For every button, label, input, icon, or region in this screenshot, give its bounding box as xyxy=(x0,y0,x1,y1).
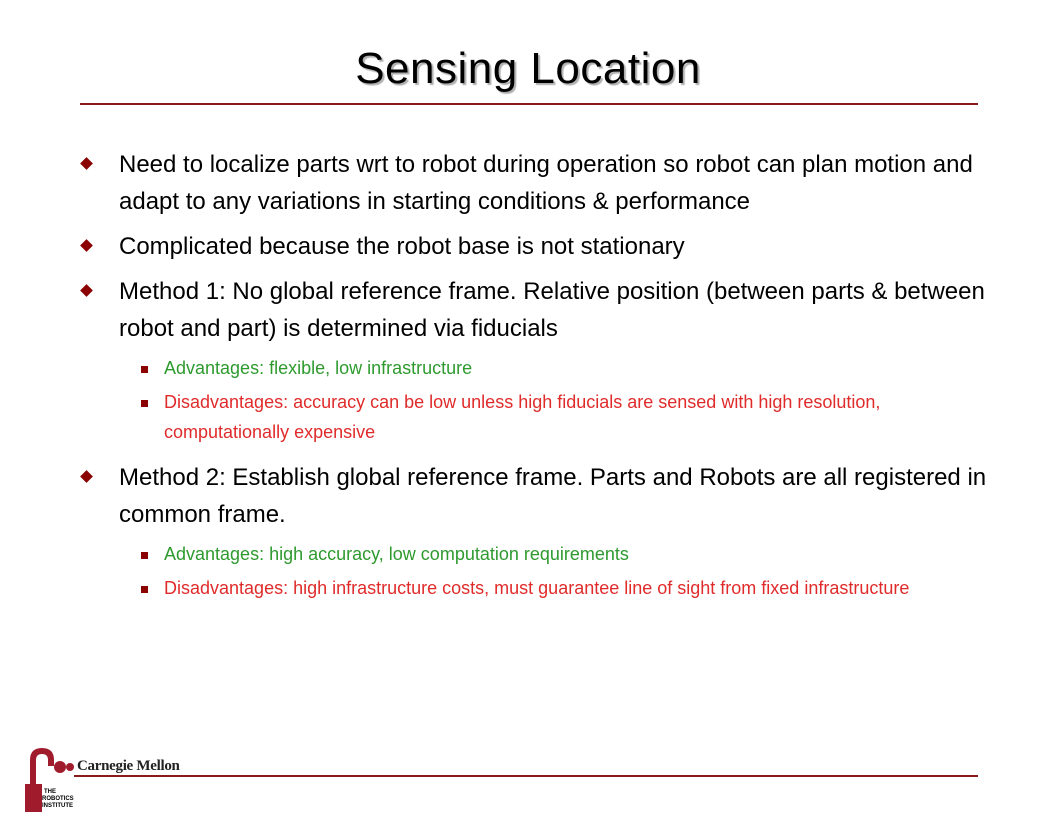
sub-bullet-text: Disadvantages: accuracy can be low unless high fiducials are sensed with high resolution, computationally expensive xyxy=(164,392,881,442)
bullet-text: Need to localize parts wrt to robot during operation so robot can plan motion and adapt to any variations in starting conditions & performance xyxy=(119,151,973,215)
diamond-bullet-icon xyxy=(80,157,93,170)
sub-bullet-list xyxy=(78,353,998,447)
bullet-item xyxy=(78,273,998,347)
title-divider xyxy=(80,103,978,105)
bullet-item xyxy=(78,228,998,265)
square-bullet-icon xyxy=(141,586,148,593)
sub-bullet-text: Disadvantages: high infrastructure costs, must guarantee line of sight from fixed infrastructure xyxy=(164,578,910,598)
sub-bullet-disadvantage xyxy=(133,387,998,447)
sub-bullet-disadvantage xyxy=(133,573,998,603)
robotics-institute-logo xyxy=(22,742,80,814)
bullet-item xyxy=(78,146,998,220)
diamond-bullet-icon xyxy=(80,284,93,297)
square-bullet-icon xyxy=(141,366,148,373)
robotics-institute-logo-icon xyxy=(22,742,80,814)
diamond-bullet-icon xyxy=(80,470,93,483)
logo-text-line: INSTITUTE xyxy=(42,803,73,809)
square-bullet-icon xyxy=(141,400,148,407)
bullet-text: Method 2: Establish global reference frame. Parts and Robots are all registered in common frame. xyxy=(119,464,987,528)
sub-bullet-list xyxy=(78,539,998,603)
diamond-bullet-icon xyxy=(80,239,93,252)
slide-title: Sensing Location xyxy=(355,44,701,93)
bullet-item xyxy=(78,459,998,533)
bullet-text: Method 1: No global reference frame. Relative position (between parts & between robot and part) is determined via fiducials xyxy=(119,278,985,342)
logo-text-line: ROBOTICS xyxy=(42,796,74,802)
bullet-text: Complicated because the robot base is not stationary xyxy=(119,233,685,260)
footer-divider xyxy=(74,775,978,777)
square-bullet-icon xyxy=(141,552,148,559)
sub-bullet-advantage xyxy=(133,353,998,383)
institution-name: Carnegie Mellon xyxy=(77,758,180,774)
sub-bullet-advantage xyxy=(133,539,998,569)
slide-body xyxy=(78,146,998,615)
logo-text-line: THE xyxy=(44,789,56,795)
sub-bullet-text: Advantages: flexible, low infrastructure xyxy=(164,358,473,378)
sub-bullet-text: Advantages: high accuracy, low computation requirements xyxy=(164,544,629,564)
